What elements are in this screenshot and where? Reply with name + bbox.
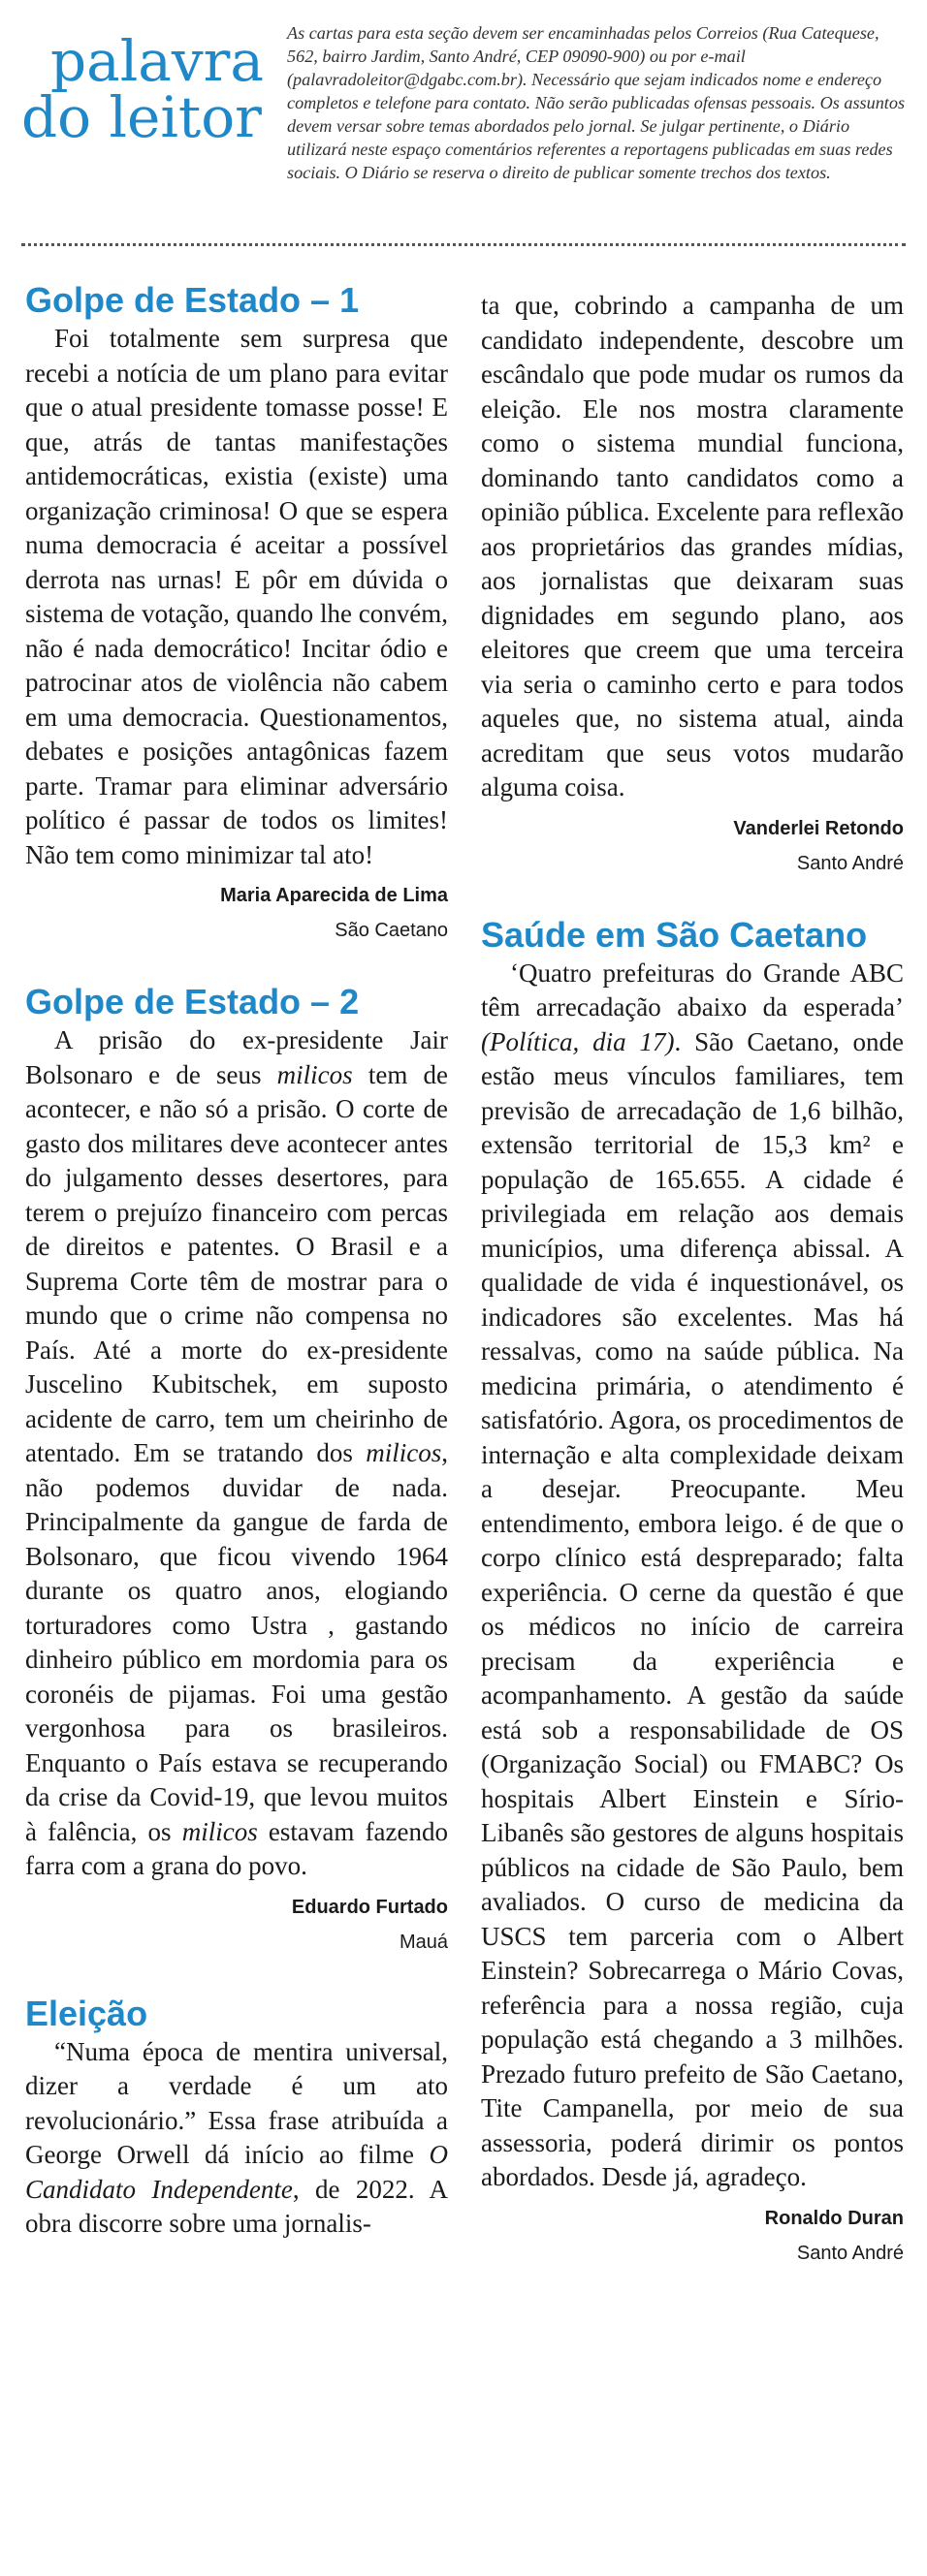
letter-title: Golpe de Estado – 2: [25, 982, 360, 1021]
section-header: [0, 0, 927, 242]
letter-author: Eduardo Furtado: [291, 1896, 448, 1918]
letter-body: [481, 957, 904, 2195]
body-text: , não podemos duvidar de nada. Principalmente da gangue de farda de Bolsonaro, que ficou vivendo 1964 durante os quatro anos, elogiando torturadores como Ustra , gastando dinheiro público em mordomia para os coronéis de pijamas. Foi uma gestão vergonhosa para os brasileiros. Enquanto o País estava se recuperando da crise da Covid-19, que levou muitos à falência, os: [25, 1438, 448, 1846]
letter-author: Vanderlei Retondo: [733, 817, 904, 839]
letter-title: Golpe de Estado – 1: [25, 280, 360, 320]
section-masthead: [21, 28, 273, 150]
body-text: ‘Quatro prefeituras do Grande ABC têm arrecadação abaixo da esperada’: [481, 958, 904, 1021]
letter-title: Saúde em São Caetano: [481, 914, 868, 955]
column-left: [25, 279, 448, 2242]
submission-notice: As cartas para esta seção devem ser encaminhadas pelos Correios (Rua Catequese, 562, bairro Jardim, Santo André, CEP 09090-900) ou por e-mail (palavradoleitor@dgabc.com.br). Necessário que sejam indicados nome e endereço completos e telefone para contato. Não serão publicadas ofensas pessoais. Os assuntos devem versar sobre temas abordados pelo jornal. Se julgar pertinente, o Diário utilizará neste espaço comentários referentes a reportagens publicadas em suas redes sociais. O Diário se reserva o direito de publicar somente trechos dos textos.: [287, 23, 906, 182]
letter-body: [25, 2035, 448, 2242]
body-italic: (Política, dia 17): [481, 1026, 675, 1056]
letter-eleicao: [25, 1993, 448, 2242]
letter-golpe-2: [25, 981, 448, 1956]
letter-saude: [481, 914, 904, 2267]
body-italic: milicos: [366, 1438, 442, 1467]
letter-title: Eleição: [25, 1993, 148, 2033]
letter-eleicao-continued: [481, 289, 904, 877]
body-text: , de 2022. A obra discorre sobre uma jornalis-: [25, 2174, 448, 2238]
letter-author: Ronaldo Duran: [764, 2207, 904, 2229]
body-text: A prisão do ex-presidente Jair Bolsonaro e de seus: [25, 1025, 448, 1089]
masthead-line-2: do leitor: [21, 84, 262, 150]
letter-city: Santo André: [796, 852, 904, 874]
letter-body: [25, 1023, 448, 1884]
column-right: [481, 289, 904, 2267]
letter-author: Maria Aparecida de Lima: [220, 885, 448, 906]
body-text: tem de acontecer, e não só a prisão. O corte de gasto dos militares deve acontecer antes do julgamento desses desertores, para terem o prejuízo financeiro com percas de direitos e patentes. O Brasil e a Suprema Corte têm de mostrar para o mundo que o crime não compensa no País. Até a morte do ex-presidente Juscelino Kubitschek, em suposto acidente de carro, tem um cheirinho de atentado. Em se tratando dos: [25, 1059, 448, 1467]
body-text: “Numa época de mentira universal, dizer a verdade é um ato revolucionário.” Essa frase atribuída a George Orwell dá início ao filme: [25, 2036, 448, 2169]
letter-body: Foi totalmente sem surpresa que recebi a notícia de um plano para evitar que o atual presidente tomasse posse! E que, atrás de tantas manifestações antidemocráticas, existia (existe) uma organização criminosa! O que se espera numa democracia é aceitar a possível derrota nas urnas! E pôr em dúvida o sistema de votação, quando lhe convém, não é nada democrático! Incitar ódio e patrocinar atos de violência não cabem em uma democracia. Questionamentos, debates e posições antagônicas fazem parte. Tramar para eliminar adversário político é passar de todos os limites! Não tem como minimizar tal ato!: [25, 324, 448, 869]
letter-city: Santo André: [796, 2242, 904, 2264]
letter-city: Mauá: [399, 1931, 448, 1953]
letter-body: ta que, cobrindo a campanha de um candidato independente, descobre um escândalo que pode mudar os rumos da eleição. Ele nos mostra claramente como o sistema mundial funciona, dominando tanto candidatos como a opinião pública. Excelente para reflexão aos proprietários das grandes mídias, aos jornalistas que deixaram suas dignidades em segundo plano, aos eleitores que creem que uma terceira via seria o caminho certo e para todos aqueles que, no sistema atual, ainda acreditam que seus votos mudarão alguma coisa.: [481, 291, 904, 801]
dotted-divider: [21, 243, 906, 246]
masthead-line-1: palavra: [50, 28, 264, 94]
body-text: . São Caetano, onde estão meus vínculos familiares, tem previsão de arrecadação de 1,6 bilhão, extensão territorial de 15,3 km² e população de 165.655. A cidade é privilegiada em relação aos demais municípios, uma diferença abissal. A qualidade de vida é inquestionável, os indicadores são excelentes. Mas há ressalvas, como na saúde pública. Na medicina primária, o atendimento é satisfatório. Agora, os procedimentos de internação e alta complexidade deixam a desejar. Preocupante. Meu entendimento, embora leigo. é de que o corpo clínico está despreparado; falta experiência. O cerne da questão é que os médicos no início de carreira precisam da experiência e acompanhamento. A gestão da saúde está sob a responsabilidade de OS (Organização Social) ou FMABC? Os hospitais Albert Einstein e Sírio-Libanês são gestores de alguns hospitais públicos na cidade de São Paulo, bem avaliados. O curso de medicina da USCS tem parceria com o Albert Einstein? Sobrecarrega o Mário Covas, referência para a nossa região, cuja população está chegando a 3 milhões. Prezado futuro prefeito de São Caetano, Tite Campanella, por meio de sua assessoria, poderá dirimir os pontos abordados. Desde já, agradeço.: [481, 1026, 904, 2191]
body-italic: milicos: [276, 1059, 353, 1089]
letter-city: São Caetano: [335, 920, 448, 941]
letter-golpe-1: [25, 279, 448, 944]
body-text: estavam fazendo farra com a grana do povo.: [25, 1816, 449, 1880]
body-italic: milicos: [181, 1816, 258, 1846]
body-italic: O Candidato Independente: [25, 2140, 448, 2204]
